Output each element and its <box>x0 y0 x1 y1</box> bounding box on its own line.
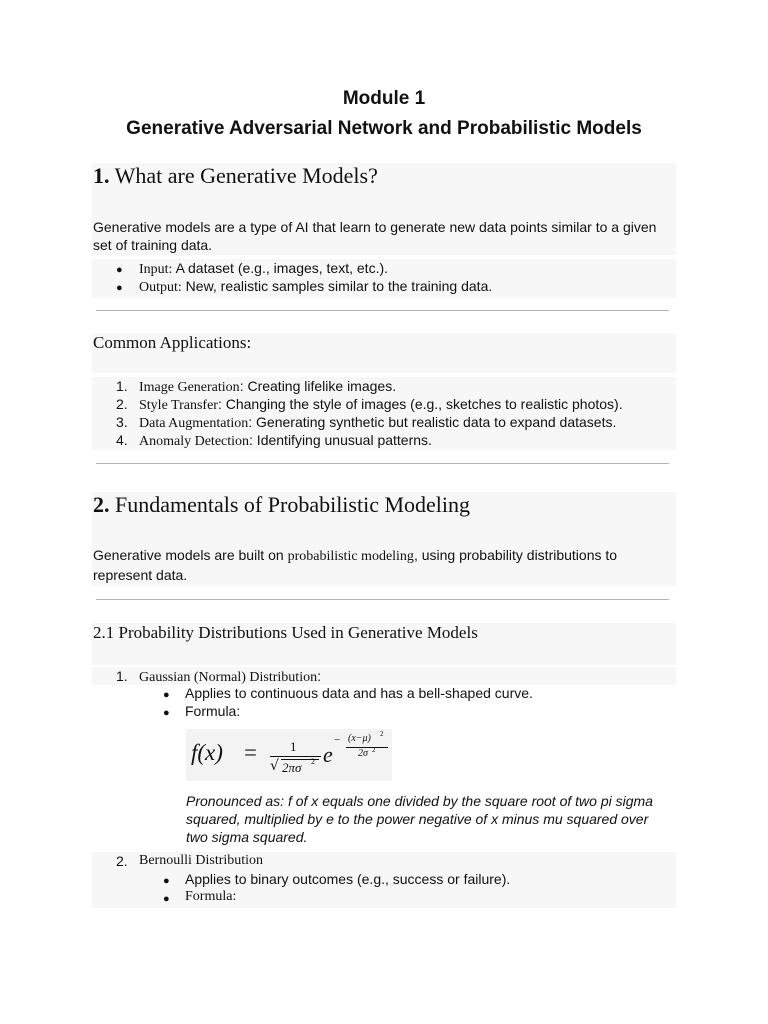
section2-intro <box>93 546 617 584</box>
formula-exp-denominator: 2σ <box>358 748 368 759</box>
formula-exp-numerator: (x−μ) <box>348 733 371 744</box>
list-item-output <box>93 277 673 295</box>
list-item-bernoulli-bullet <box>93 888 673 906</box>
application-text: : Generating synthetic but realistic data to expand datasets. <box>248 414 617 430</box>
formula-minus: − <box>334 734 341 746</box>
applications-heading: Common Applications: <box>93 333 252 352</box>
pronunciation-line3: two sigma squared. <box>186 829 308 845</box>
output-label: Output: <box>139 280 182 295</box>
formula-pronunciation <box>186 792 666 846</box>
gaussian-formula-label: Formula: <box>185 703 241 719</box>
section2-intro-post: , using probability distributions to <box>413 547 618 563</box>
section1-title: What are Generative Models? <box>114 163 378 188</box>
formula-sqrt-icon: √ <box>270 758 279 774</box>
divider <box>96 463 669 464</box>
formula-base: e <box>323 742 333 767</box>
list-item-application <box>93 377 673 395</box>
list-item-bernoulli <box>93 852 673 870</box>
section2-number: 2. <box>93 492 110 517</box>
application-label: Style Transfer <box>139 398 218 413</box>
subsection-heading: 2.1 Probability Distributions Used in Generative Models <box>93 623 478 642</box>
application-label: Image Generation <box>139 380 240 395</box>
document-subtitle: Generative Adversarial Network and Probabilistic Models <box>126 118 642 139</box>
formula-denominator-exp: 2 <box>311 757 315 766</box>
section1-intro-line1: Generative models are a type of AI that learn to generate new data points similar to a given <box>93 219 657 235</box>
list-item-gaussian-bullet <box>93 684 673 702</box>
gaussian-bullet-text: Applies to continuous data and has a bell-shaped curve. <box>185 685 533 701</box>
list-number: 1. <box>116 378 128 394</box>
divider <box>96 599 669 600</box>
divider <box>96 310 669 311</box>
section1-number: 1. <box>93 163 110 188</box>
list-item-application <box>93 395 673 413</box>
application-label: Anomaly Detection <box>139 434 250 449</box>
formula-numerator: 1 <box>290 739 297 754</box>
formula-lhs: f(x) <box>191 740 223 765</box>
bernoulli-bullet-text: Applies to binary outcomes (e.g., success or failure). <box>185 871 511 887</box>
gaussian-formula <box>186 729 392 781</box>
list-number: 1. <box>116 668 128 684</box>
application-label: Data Augmentation <box>139 416 249 431</box>
bullet-icon: ● <box>116 282 123 294</box>
list-item-application <box>93 431 673 449</box>
bullet-icon: ● <box>116 264 123 276</box>
list-number: 2. <box>116 396 128 412</box>
pronunciation-line1: Pronounced as: f of x equals one divided by the square root of two pi sigma <box>186 793 653 809</box>
application-text: : Identifying unusual patterns. <box>249 432 432 448</box>
section1-heading <box>93 163 378 189</box>
section1-intro-line2: set of training data. <box>93 237 213 253</box>
gaussian-suffix: : <box>317 668 321 684</box>
bernoulli-label: Bernoulli Distribution <box>139 853 264 868</box>
list-item-input <box>93 259 673 277</box>
list-item-gaussian <box>93 667 673 685</box>
bernoulli-formula-label: Formula: <box>185 889 237 904</box>
application-text: : Creating lifelike images. <box>239 378 397 394</box>
list-number: 4. <box>116 432 128 448</box>
application-text: : Changing the style of images (e.g., sketches to realistic photos). <box>217 396 623 412</box>
section2-intro-line2: represent data. <box>93 567 188 583</box>
bullet-icon: ● <box>163 707 170 719</box>
output-text: New, realistic samples similar to the training data. <box>181 278 493 294</box>
section1-intro <box>93 218 656 254</box>
section2-intro-pre: Generative models are built on <box>93 547 288 563</box>
gaussian-label: Gaussian (Normal) Distribution <box>139 670 318 685</box>
list-number: 2. <box>116 853 128 869</box>
pronunciation-line2: squared, multiplied by e to the power negative of x minus mu squared over <box>186 811 649 827</box>
document-title: Module 1 <box>342 88 426 109</box>
input-text: A dataset (e.g., images, text, etc.). <box>172 260 389 276</box>
list-item-bernoulli-bullet <box>93 870 673 888</box>
formula-exp-numerator-power: 2 <box>380 730 384 738</box>
section2-heading <box>93 492 470 518</box>
list-number: 3. <box>116 414 128 430</box>
section2-intro-term: probabilistic modeling <box>287 549 414 564</box>
input-label: Input: <box>139 262 173 277</box>
formula-denominator: 2πσ <box>282 760 302 775</box>
list-item-application <box>93 413 673 431</box>
formula-equals: = <box>244 740 257 765</box>
formula-exp-denominator-power: 2 <box>372 746 376 754</box>
section2-title: Fundamentals of Probabilistic Modeling <box>115 492 471 517</box>
bullet-icon: ● <box>163 689 170 701</box>
bullet-icon: ● <box>163 893 170 905</box>
list-item-gaussian-bullet <box>93 702 673 720</box>
bullet-icon: ● <box>163 875 170 887</box>
